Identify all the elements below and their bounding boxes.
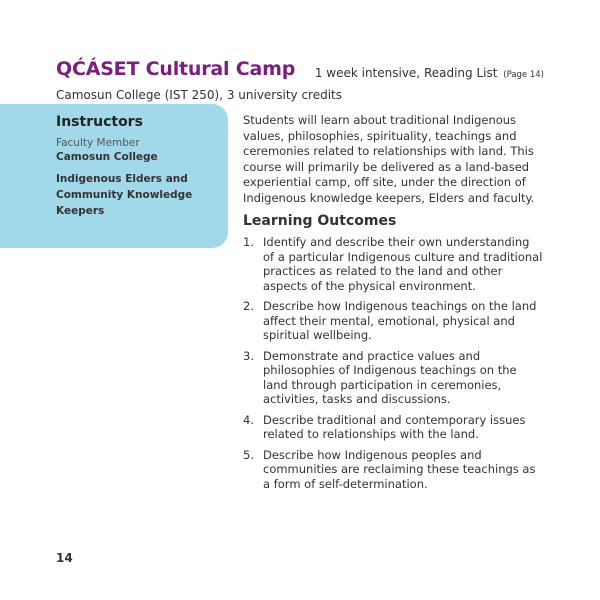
list-item-number: 2. (243, 299, 254, 313)
list-item-text: Describe traditional and contemporary issues related to relationships with the land. (263, 412, 526, 441)
list-item (243, 235, 543, 293)
list-item-text: Describe how Indigenous teachings on the land affect their mental, emotional, physical and spiritual wellbeing. (263, 299, 537, 342)
list-item-text: Describe how Indigenous peoples and communities are reclaiming these teachings as a form of self-determination. (263, 447, 536, 491)
list-item (243, 413, 543, 442)
instructors-heading: Instructors (56, 114, 143, 130)
page-reference: (Page 14) (503, 70, 544, 80)
instructor-group: Indigenous Elders and Community Knowledge Keepers (56, 173, 193, 217)
list-item-number: 4. (243, 412, 254, 427)
instructor-institution: Camosun College (56, 151, 158, 163)
list-item (243, 448, 543, 492)
course-subtitle: Camosun College (IST 250), 3 university credits (56, 88, 343, 102)
instructor-role: Faculty Member (56, 137, 140, 149)
list-item-number: 1. (243, 235, 254, 249)
list-item-number: 5. (243, 447, 254, 462)
list-item (243, 349, 543, 407)
list-item-text: Identify and describe their own understanding of a particular Indigenous culture and traditional practices as related to the land and other aspects of the physical environment. (263, 235, 543, 293)
course-description: Students will learn about traditional Indigenous values, philosophies, spirituality, teachings and ceremonies related to relationships with land. This course will primarily be delivered as a land-based experiential camp, off site, under the direction of Indigenous knowledge keepers, Elders and faculty. (243, 113, 535, 205)
list-item-number: 3. (243, 348, 254, 363)
list-item-text: Demonstrate and practice values and philosophies of Indigenous teachings on the land through participation in ceremonies, activities, tasks and discussions. (263, 348, 517, 406)
course-meta (315, 66, 544, 80)
page-number: 14 (56, 551, 73, 565)
course-title: QĆÁSET Cultural Camp (56, 58, 296, 80)
learning-outcomes-heading: Learning Outcomes (243, 213, 397, 229)
learning-outcomes-list (243, 235, 543, 497)
list-item (243, 299, 543, 343)
course-format: 1 week intensive, Reading List (314, 66, 498, 80)
